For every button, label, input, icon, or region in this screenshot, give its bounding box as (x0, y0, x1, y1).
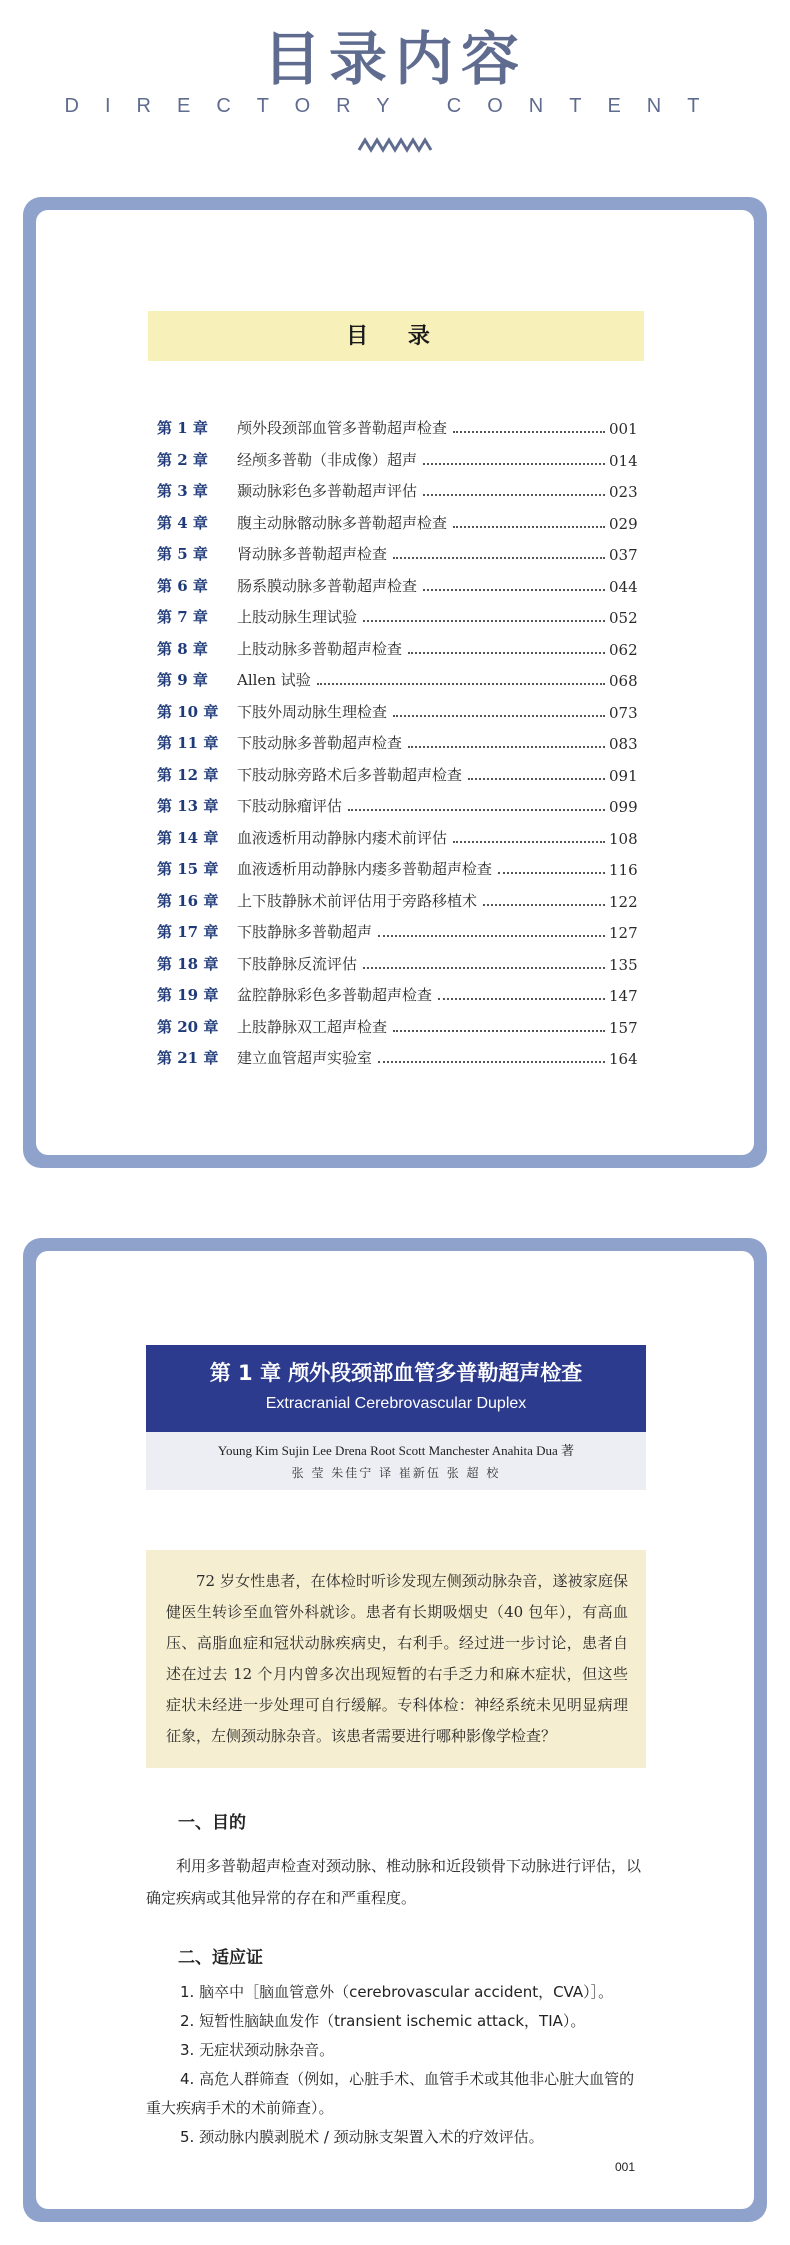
toc-chapter-title: 上下肢静脉术前评估用于旁路移植术 (237, 891, 478, 910)
toc-chapter-title: 下肢动脉旁路术后多普勒超声检查 (237, 765, 463, 784)
toc-chapter-title: 血液透析用动静脉内瘘多普勒超声检查 (237, 860, 493, 878)
page-subtitle: DIRECTORY CONTENT (64, 95, 726, 117)
toc-chapter-title: 肾动脉多普勒超声检查 (237, 545, 388, 563)
toc-row (157, 668, 638, 690)
toc-row (157, 1046, 638, 1068)
toc-page-number: 116 (609, 861, 638, 879)
toc-row (157, 605, 638, 627)
toc-leader-dots (363, 967, 605, 969)
toc-chapter-number: 第 10 章 (157, 702, 219, 721)
toc-chapter-number: 第 15 章 (157, 860, 219, 878)
toc-chapter-number: 第 6 章 (157, 576, 208, 595)
toc-page-number: 099 (609, 798, 638, 816)
indication-item: 1. 脑卒中［脑血管意外（cerebrovascular accident，CVA）］。 (180, 1983, 614, 2001)
toc-page-number: 014 (609, 451, 638, 470)
toc-chapter-title: 腹主动脉髂动脉多普勒超声检查 (237, 513, 448, 532)
toc-chapter-title: 颞动脉彩色多普勒超声评估 (237, 482, 418, 500)
toc-chapter-number: 第 3 章 (157, 482, 208, 500)
toc-chapter-title: 上肢静脉双工超声检查 (237, 1017, 388, 1036)
toc-leader-dots (468, 778, 605, 780)
toc-page-number: 062 (609, 640, 638, 659)
toc-chapter-number: 第 13 章 (157, 797, 219, 815)
toc-chapter-title: 建立血管超声实验室 (237, 1049, 373, 1067)
case-box (146, 1550, 646, 1768)
toc-chapter-number: 第 9 章 (157, 671, 208, 689)
toc-page-number: 044 (609, 577, 638, 596)
toc-page-number: 108 (609, 829, 638, 848)
toc-chapter-number: 第 4 章 (157, 513, 208, 532)
toc-chapter-number: 第 19 章 (157, 986, 219, 1004)
toc-page-number: 023 (609, 483, 638, 501)
toc-chapter-title: 血液透析用动静脉内瘘术前评估 (237, 828, 448, 847)
toc-row (157, 952, 638, 974)
toc-chapter-number: 第 20 章 (157, 1017, 219, 1036)
toc-page-number: 073 (609, 703, 638, 722)
authors: Young Kim Sujin Lee Drena Root Scott Manchester Anahita Dua 著 (217, 1443, 575, 1458)
toc-page-number: 091 (609, 766, 638, 785)
toc-chapter-title: Allen 试验 (237, 671, 311, 689)
toc-chapter-number: 第 1 章 (157, 419, 208, 437)
toc-chapter-number: 第 7 章 (157, 608, 208, 626)
toc-row (157, 416, 638, 438)
page-number: 001 (615, 2160, 636, 2174)
toc-row (157, 511, 638, 533)
toc-leader-dots (498, 872, 605, 874)
toc-leader-dots (378, 935, 605, 937)
toc-leader-dots (408, 746, 605, 748)
toc-leader-dots (393, 715, 605, 717)
toc-row (157, 574, 638, 596)
toc-chapter-title: 盆腔静脉彩色多普勒超声检查 (237, 986, 433, 1004)
toc-page-number: 122 (609, 892, 638, 911)
toc-leader-dots (453, 841, 605, 843)
toc-page-number: 001 (609, 420, 638, 438)
toc-chapter-title: 颅外段颈部血管多普勒超声检查 (237, 419, 448, 437)
toc-chapter-title: 上肢动脉多普勒超声检查 (237, 639, 403, 658)
toc-chapter-number: 第 16 章 (157, 891, 219, 910)
toc-row (157, 857, 638, 879)
toc-row (157, 826, 638, 848)
chapter-title: 第 1 章 颅外段颈部血管多普勒超声检查 (209, 1361, 583, 1385)
toc-row (157, 763, 638, 785)
toc-chapter-title: 下肢静脉反流评估 (237, 954, 358, 973)
section-heading-indications: 二、适应证 (178, 1948, 263, 1968)
toc-row (157, 889, 638, 911)
toc-leader-dots (453, 526, 605, 528)
indication-item: 4. 高危人群筛查（例如，心脏手术、血管手术或其他非心脏大血管的重大疾病手术的术前筛查）。 (146, 2070, 635, 2117)
toc-leader-dots (483, 904, 605, 906)
authors-box (146, 1432, 646, 1490)
toc-row (157, 479, 638, 501)
toc-row (157, 731, 638, 753)
toc-leader-dots (363, 620, 605, 622)
chapter-subtitle: Extracranial Cerebrovascular Duplex (265, 1395, 527, 1412)
toc-row (157, 920, 638, 942)
translators: 张 莹 朱佳宁 译 崔新伍 张 超 校 (291, 1466, 501, 1480)
toc-chapter-number: 第 5 章 (157, 545, 208, 563)
toc-chapter-number: 第 8 章 (157, 639, 208, 658)
toc-leader-dots (317, 683, 605, 685)
wave-ornament-icon (357, 136, 433, 154)
toc-chapter-title: 下肢动脉多普勒超声检查 (237, 734, 403, 752)
toc-chapter-title: 上肢动脉生理试验 (237, 608, 358, 626)
toc-leader-dots (438, 998, 605, 1000)
toc-chapter-number: 第 12 章 (157, 765, 219, 784)
toc-leader-dots (408, 652, 605, 654)
section-heading-purpose: 一、目的 (178, 1813, 246, 1833)
toc-page-number: 157 (609, 1018, 638, 1037)
toc-leader-dots (423, 494, 605, 496)
toc-page-number: 147 (609, 987, 638, 1005)
toc-page-number: 037 (609, 546, 638, 564)
toc-chapter-title: 经颅多普勒（非成像）超声 (237, 450, 418, 469)
toc-chapter-number: 第 14 章 (157, 828, 219, 847)
toc-leader-dots (348, 809, 605, 811)
toc-page-number: 164 (609, 1050, 638, 1068)
toc-row (157, 794, 638, 816)
toc-leader-dots (423, 589, 605, 591)
toc-row (157, 542, 638, 564)
toc-chapter-number: 第 18 章 (157, 954, 219, 973)
toc-chapter-title: 下肢外周动脉生理检查 (237, 702, 388, 721)
toc-leader-dots (393, 557, 605, 559)
toc-page-number: 068 (609, 672, 638, 690)
toc-row (157, 1015, 638, 1037)
toc-row (157, 983, 638, 1005)
toc-row (157, 448, 638, 470)
toc-chapter-number: 第 17 章 (157, 923, 219, 941)
page-title: 目录内容 (262, 25, 527, 93)
toc-row (157, 637, 638, 659)
toc-row (157, 700, 638, 722)
toc-chapter-title: 下肢动脉瘤评估 (237, 797, 343, 815)
chapter-banner (146, 1345, 646, 1432)
indication-item: 3. 无症状颈动脉杂音。 (180, 2041, 335, 2059)
toc-page-number: 135 (609, 955, 638, 974)
toc-page-number: 083 (609, 735, 638, 753)
toc-page-number: 029 (609, 514, 638, 533)
toc-chapter-title: 肠系膜动脉多普勒超声检查 (237, 576, 418, 595)
toc-heading: 目 录 (148, 311, 644, 361)
toc-leader-dots (393, 1030, 605, 1032)
toc-leader-dots (423, 463, 605, 465)
toc-page-number: 052 (609, 609, 638, 627)
toc-leader-dots (453, 431, 605, 433)
toc-chapter-title: 下肢静脉多普勒超声 (237, 923, 373, 941)
toc-leader-dots (378, 1061, 605, 1063)
case-text: 72 岁女性患者，在体检时听诊发现左侧颈动脉杂音，遂被家庭保健医生转诊至血管外科就诊。患者有长期吸烟史（40 包年），有高血压、高脂血症和冠状动脉疾病史，右利手。经过进一步讨论，患者自述在过去 12 个月内曾多次出现短暂的右手乏力和麻木症状，但这些症状未经进一步处理可自行缓解。专科体检：神经系统未见明显病理征象，左侧颈动脉杂音。该患者需要进行哪种影像学检查？ (166, 1572, 628, 1745)
toc-chapter-number: 第 2 章 (157, 450, 208, 469)
toc-chapter-number: 第 21 章 (157, 1049, 219, 1067)
toc-chapter-number: 第 11 章 (157, 734, 219, 752)
toc-page-number: 127 (609, 924, 638, 942)
indication-item: 5. 颈动脉内膜剥脱术 / 颈动脉支架置入术的疗效评估。 (180, 2128, 544, 2146)
section-text-purpose: 利用多普勒超声检查对颈动脉、椎动脉和近段锁骨下动脉进行评估，以确定疾病或其他异常的存在和严重程度。 (146, 1857, 642, 1907)
indication-item: 2. 短暂性脑缺血发作（transient ischemic attack，TIA）。 (180, 2012, 586, 2030)
